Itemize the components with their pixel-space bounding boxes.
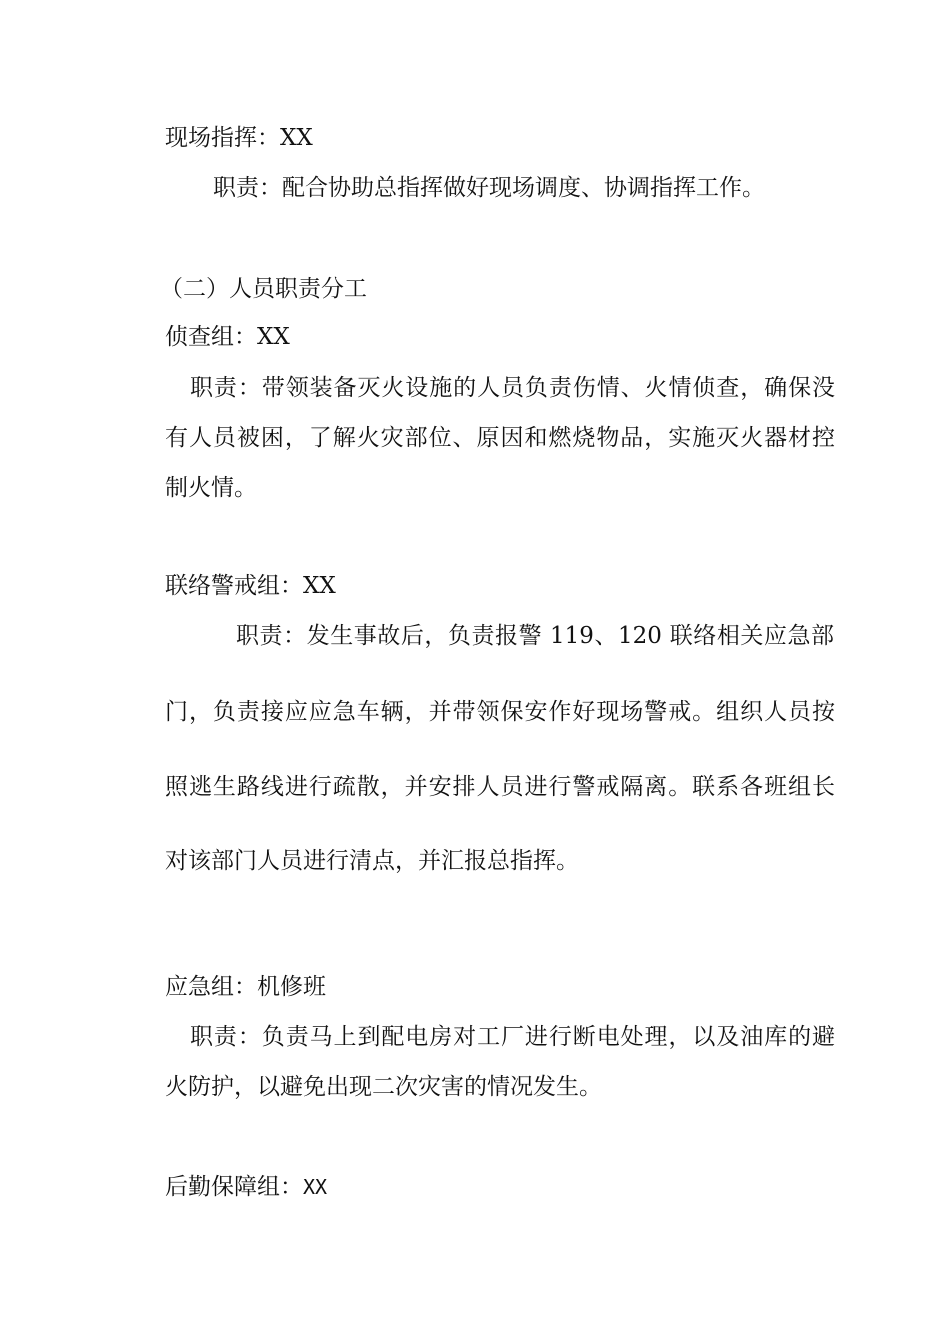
section-title: （二）人员职责分工 — [160, 276, 367, 302]
liaison-group-duty-line: 照逃生路线进行疏散，并安排人员进行警戒隔离。联系各班组长 — [165, 774, 835, 800]
emergency-group-heading: 应急组：机修班 — [165, 974, 326, 1000]
recon-group-heading: 侦查组：XX — [165, 324, 290, 350]
emergency-group-duty-line: 火防护，以避免出现二次灾害的情况发生。 — [165, 1074, 602, 1100]
logistics-group-value: XX — [303, 1175, 328, 1199]
emergency-group-duty-line: 职责：负责马上到配电房对工厂进行断电处理，以及油库的避 — [190, 1024, 835, 1050]
liaison-group-duty-line: 门，负责接应应急车辆，并带领保安作好现场警戒。组织人员按 — [165, 699, 835, 725]
logistics-group-label: 后勤保障组： — [165, 1174, 303, 1200]
recon-group-duty-line: 制火情。 — [165, 475, 257, 501]
logistics-group-heading — [165, 1172, 327, 1202]
liaison-group-duty-line: 职责：发生事故后，负责报警 119、120 联络相关应急部 — [236, 623, 834, 649]
liaison-group-heading: 联络警戒组：XX — [165, 573, 336, 599]
field-commander-heading: 现场指挥：XX — [165, 125, 313, 151]
recon-group-duty-line: 职责：带领装备灭火设施的人员负责伤情、火情侦查，确保没 — [190, 375, 835, 401]
recon-group-duty-line: 有人员被困，了解火灾部位、原因和燃烧物品，实施灭火器材控 — [165, 425, 835, 451]
liaison-group-duty-line: 对该部门人员进行清点，并汇报总指挥。 — [165, 848, 579, 874]
field-commander-duty: 职责：配合协助总指挥做好现场调度、协调指挥工作。 — [213, 175, 765, 201]
